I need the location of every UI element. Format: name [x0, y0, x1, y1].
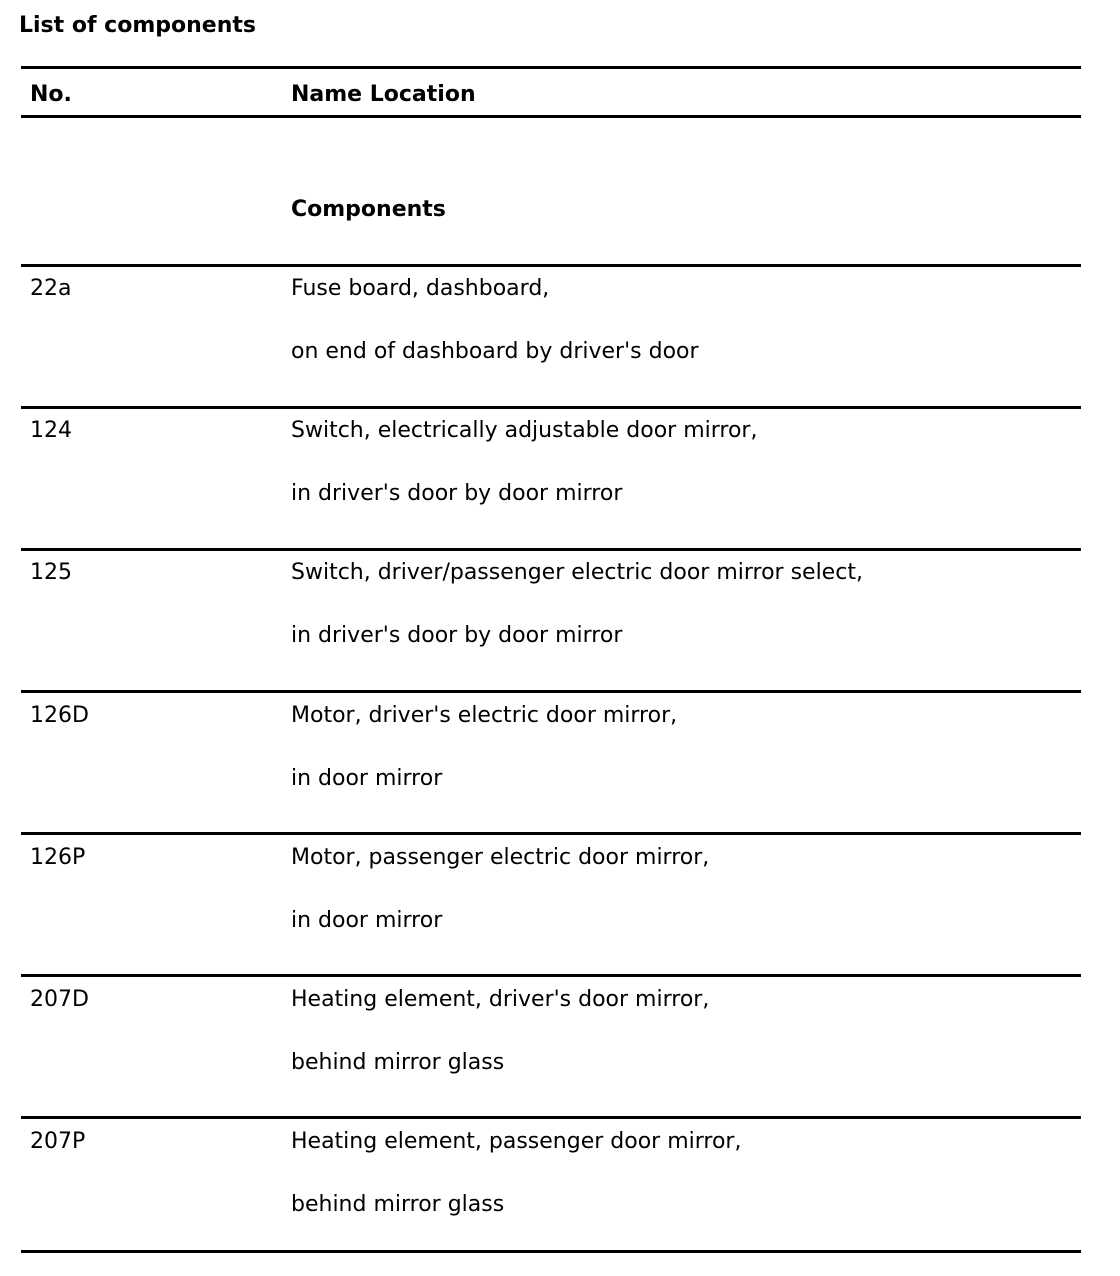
row-location: in door mirror	[291, 766, 443, 791]
row-divider	[21, 974, 1081, 977]
header-no: No.	[30, 82, 72, 107]
row-name: Heating element, driver's door mirror,	[291, 987, 710, 1012]
section-heading: Components	[291, 197, 446, 222]
row-name: Heating element, passenger door mirror,	[291, 1129, 742, 1154]
header-rule	[21, 115, 1081, 118]
row-number: 124	[30, 418, 72, 443]
row-divider	[21, 1116, 1081, 1119]
row-number: 126P	[30, 845, 86, 870]
row-divider	[21, 690, 1081, 693]
row-name: Switch, electrically adjustable door mirror,	[291, 418, 758, 443]
row-location: in driver's door by door mirror	[291, 623, 623, 648]
page-title: List of components	[19, 13, 256, 38]
row-number: 207D	[30, 987, 89, 1012]
row-name: Switch, driver/passenger electric door mirror select,	[291, 560, 863, 585]
row-number: 126D	[30, 703, 89, 728]
table-bottom-rule	[21, 1250, 1081, 1253]
row-number: 207P	[30, 1129, 86, 1154]
row-number: 125	[30, 560, 72, 585]
row-name: Motor, driver's electric door mirror,	[291, 703, 678, 728]
row-location: on end of dashboard by driver's door	[291, 339, 699, 364]
row-number: 22a	[30, 276, 72, 301]
row-name: Motor, passenger electric door mirror,	[291, 845, 710, 870]
row-divider	[21, 548, 1081, 551]
row-location: in door mirror	[291, 908, 443, 933]
row-location: behind mirror glass	[291, 1050, 505, 1075]
table-top-rule	[21, 66, 1081, 69]
row-divider	[21, 406, 1081, 409]
row-divider	[21, 832, 1081, 835]
row-name: Fuse board, dashboard,	[291, 276, 550, 301]
row-location: in driver's door by door mirror	[291, 481, 623, 506]
header-name-location: Name Location	[291, 82, 476, 107]
row-location: behind mirror glass	[291, 1192, 505, 1217]
row-divider	[21, 264, 1081, 267]
